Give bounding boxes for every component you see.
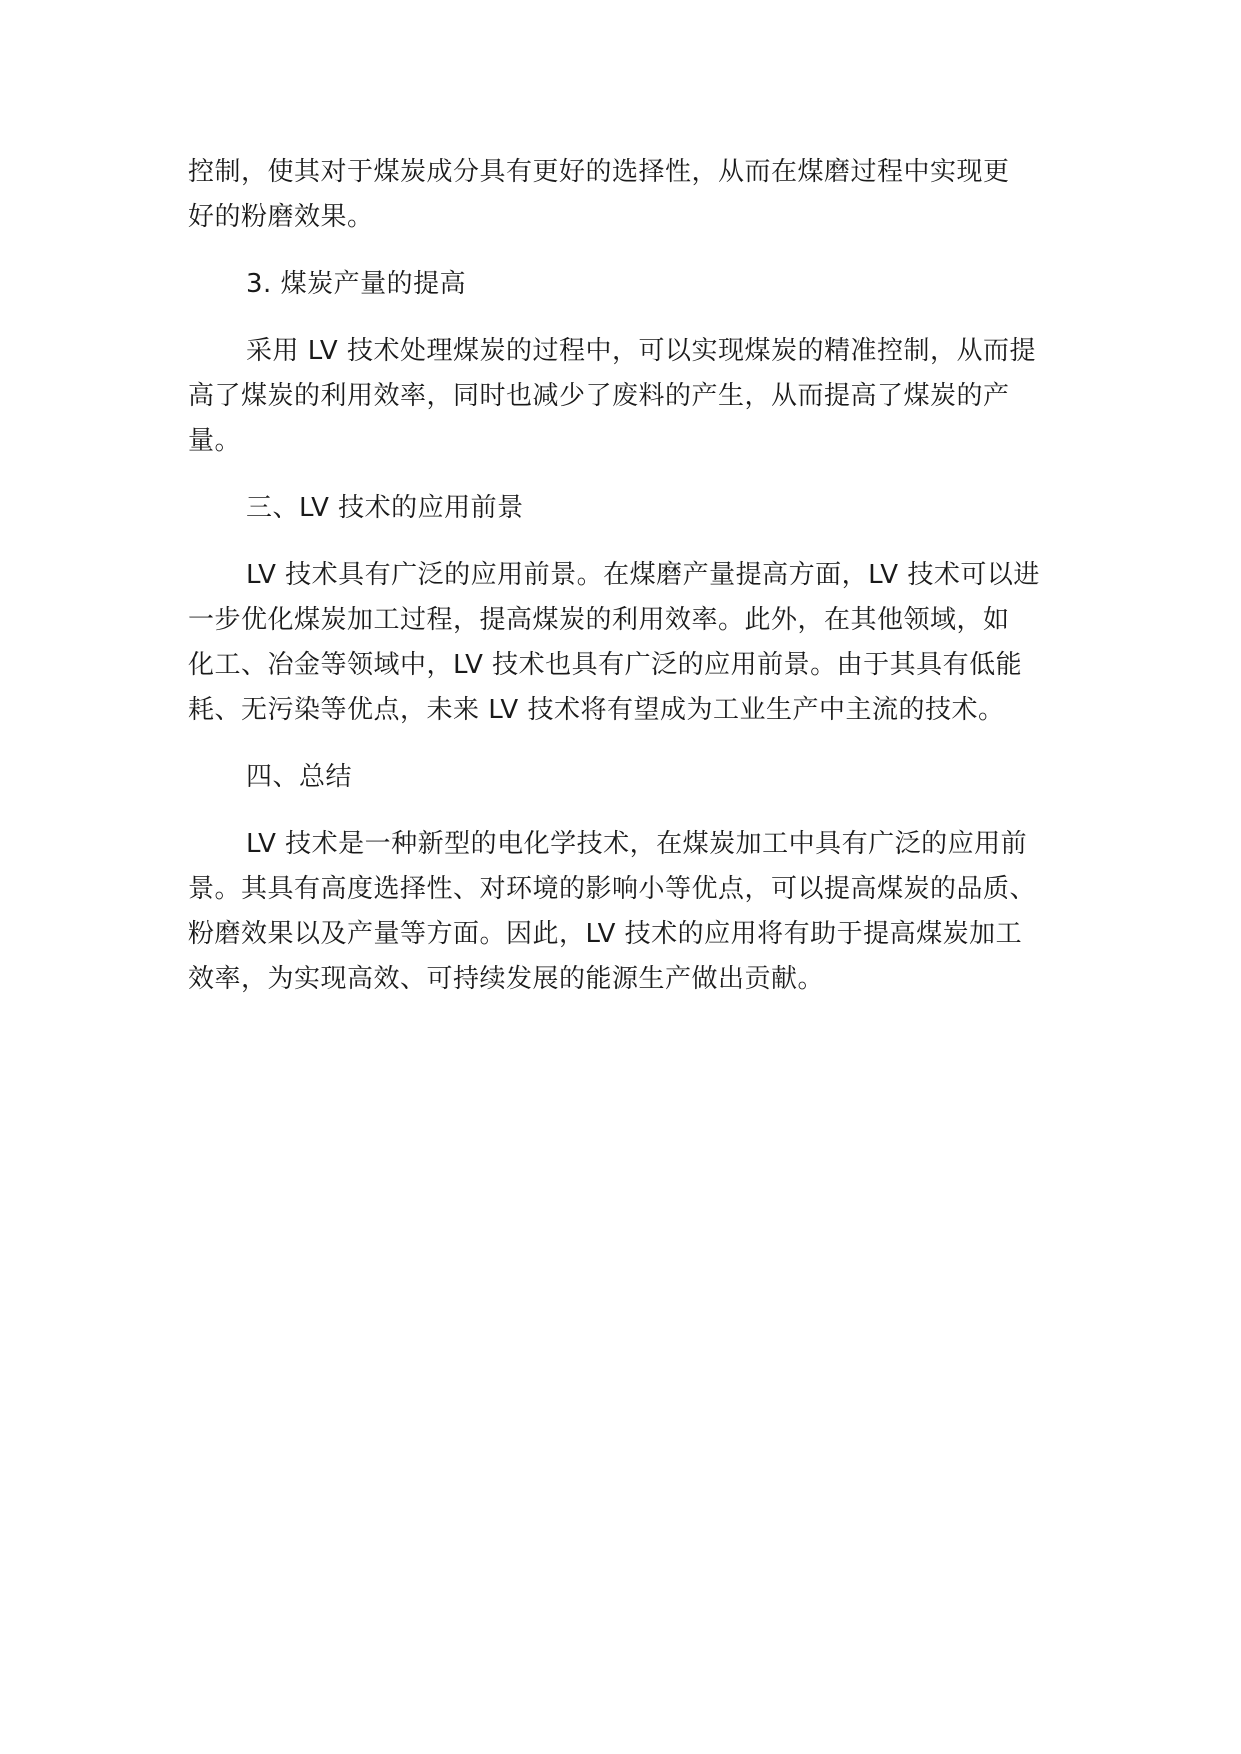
paragraph-line: 景。其具有高度选择性、对环境的影响小等优点，可以提高煤炭的品质、 [188, 874, 1037, 904]
paragraph-line: 化工、冶金等领域中，LV 技术也具有广泛的应用前景。由于其具有低能 [188, 650, 1023, 680]
paragraph-gap [188, 307, 1058, 329]
paragraph-line: 效率，为实现高效、可持续发展的能源生产做出贡献。 [188, 964, 825, 994]
paragraph-continued [188, 150, 1058, 240]
paragraph-line: 好的粉磨效果。 [188, 202, 374, 232]
paragraph-gap [188, 240, 1058, 262]
paragraph-line: 高了煤炭的利用效率，同时也减少了废料的产生，从而提高了煤炭的产 [188, 381, 1010, 411]
paragraph-coal-output [188, 329, 1058, 464]
document-body [188, 150, 1058, 1002]
paragraph-gap [188, 531, 1058, 553]
paragraph-line: 粉磨效果以及产量等方面。因此，LV 技术的应用将有助于提高煤炭加工 [188, 919, 1023, 949]
section-heading-coal-output: 3. 煤炭产量的提高 [246, 269, 467, 299]
paragraph-summary [188, 822, 1058, 1002]
paragraph-line: 量。 [188, 426, 242, 456]
section-heading-prospects: 三、LV 技术的应用前景 [246, 493, 524, 523]
paragraph-gap [188, 464, 1058, 486]
paragraph-gap [188, 733, 1058, 755]
paragraph-line: 采用 LV 技术处理煤炭的过程中，可以实现煤炭的精准控制，从而提 [246, 336, 1036, 366]
paragraph-prospects [188, 553, 1058, 733]
paragraph-line: 一步优化煤炭加工过程，提高煤炭的利用效率。此外，在其他领域，如 [188, 605, 1010, 635]
paragraph-line: 耗、无污染等优点，未来 LV 技术将有望成为工业生产中主流的技术。 [188, 695, 1005, 725]
paragraph-line: LV 技术是一种新型的电化学技术，在煤炭加工中具有广泛的应用前 [246, 829, 1028, 859]
section-heading-summary: 四、总结 [246, 762, 353, 792]
paragraph-line: LV 技术具有广泛的应用前景。在煤磨产量提高方面，LV 技术可以进 [246, 560, 1040, 590]
paragraph-line: 控制，使其对于煤炭成分具有更好的选择性，从而在煤磨过程中实现更 [188, 157, 1010, 187]
paragraph-gap [188, 800, 1058, 822]
